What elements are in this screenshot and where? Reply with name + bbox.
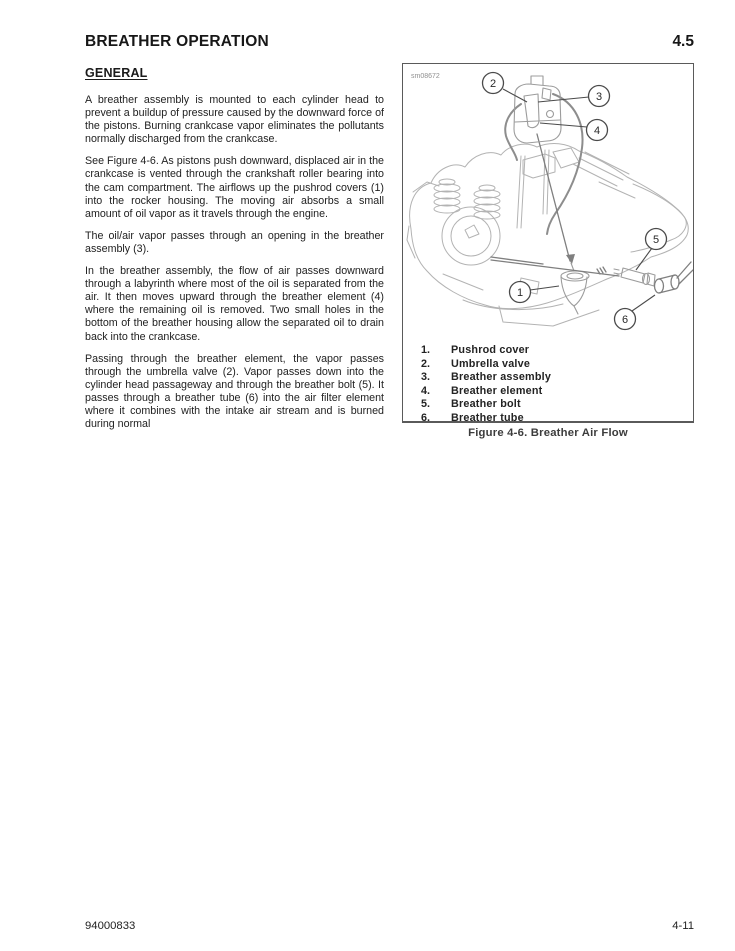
page-title: BREATHER OPERATION	[85, 33, 269, 50]
legend-number: 4.	[421, 384, 431, 397]
legend-number: 1.	[421, 344, 431, 356]
legend-label: Breather element	[451, 384, 543, 397]
figure-image-code: sm08672	[411, 73, 440, 80]
legend-item-5	[421, 398, 693, 412]
page-header	[85, 33, 694, 51]
svg-text:6: 6	[621, 314, 629, 326]
svg-text:1: 1	[516, 287, 524, 299]
svg-text:3: 3	[595, 91, 603, 103]
svg-text:2: 2	[489, 78, 497, 90]
figure-box	[402, 63, 694, 423]
legend-item-3	[421, 371, 693, 385]
callout-4	[540, 120, 608, 141]
footer-part-number: 94000833	[85, 920, 136, 932]
legend-item-2	[421, 358, 693, 372]
callout-1	[510, 282, 560, 303]
section-number: 4.5	[672, 33, 694, 50]
bolt-rod-drawing	[491, 257, 619, 276]
paragraph-4: In the breather assembly, the flow of air passes downward through a labyrinth where most of the oil is separated from the air. It then moves upward through the breather element (4) where the remaining oil is removed. Two small holes in the bottom of the breather housing allow the separated oil to drain back into the crankcase.	[85, 265, 384, 343]
legend-label: Breather bolt	[451, 398, 521, 410]
figure-breather-air-flow	[402, 63, 694, 439]
legend-item-4	[421, 385, 693, 399]
legend-number: 2.	[421, 357, 431, 370]
legend-number: 5.	[421, 398, 431, 410]
callout-2	[483, 73, 528, 103]
legend-label: Breather assembly	[451, 371, 552, 383]
callout-6	[615, 295, 656, 330]
section-heading: GENERAL	[85, 66, 148, 80]
breather-diagram-illustration	[403, 64, 693, 341]
paragraph-3: The oil/air vapor passes through an opening in the breather assembly (3).	[85, 229, 384, 255]
paragraph-5: Passing through the breather element, the vapor passes through the umbrella valve (2). Vapor passes down into the cylinder head passageway and through the breather bolt (5). It passes through a breather tube (6) into the air filter element where it combines with the intake air stream and is burned during normal	[85, 352, 384, 431]
legend-item-6	[421, 412, 693, 424]
paragraph-1: A breather assembly is mounted to each cylinder head to prevent a buildup of pressure caused by the downward force of the pistons. Burning crankcase vapor eliminates the pollutants normally discharged from the crankcase.	[85, 94, 384, 146]
page-footer	[85, 920, 694, 932]
callout-5	[636, 229, 667, 271]
legend-number: 6.	[421, 411, 431, 423]
svg-text:5: 5	[652, 234, 660, 246]
legend-item-1	[421, 344, 693, 358]
paragraph-2: See Figure 4-6. As pistons push downward, displaced air in the crankcase is vented through the crankshaft roller bearing into the cam compartment. The airflows up the pushrod covers (1) into the rocker housing. The moving air absorbs a small amount of oil vapor as it travels through the engine.	[85, 155, 384, 220]
svg-text:4: 4	[593, 125, 601, 137]
legend-number: 3.	[421, 371, 431, 383]
legend-label: Pushrod cover	[451, 344, 530, 356]
breather-bolt-drawing	[614, 268, 655, 286]
legend-label: Breather tube	[451, 411, 524, 423]
breather-assembly-drawing	[514, 76, 561, 143]
callout-3	[538, 86, 610, 107]
figure-caption: Figure 4-6. Breather Air Flow	[468, 427, 628, 439]
legend-label: Umbrella valve	[451, 357, 531, 370]
footer-page-number: 4-11	[672, 920, 694, 932]
figure-legend	[403, 341, 693, 423]
body-text-column	[85, 94, 384, 440]
breather-tube-drawing	[655, 262, 694, 293]
